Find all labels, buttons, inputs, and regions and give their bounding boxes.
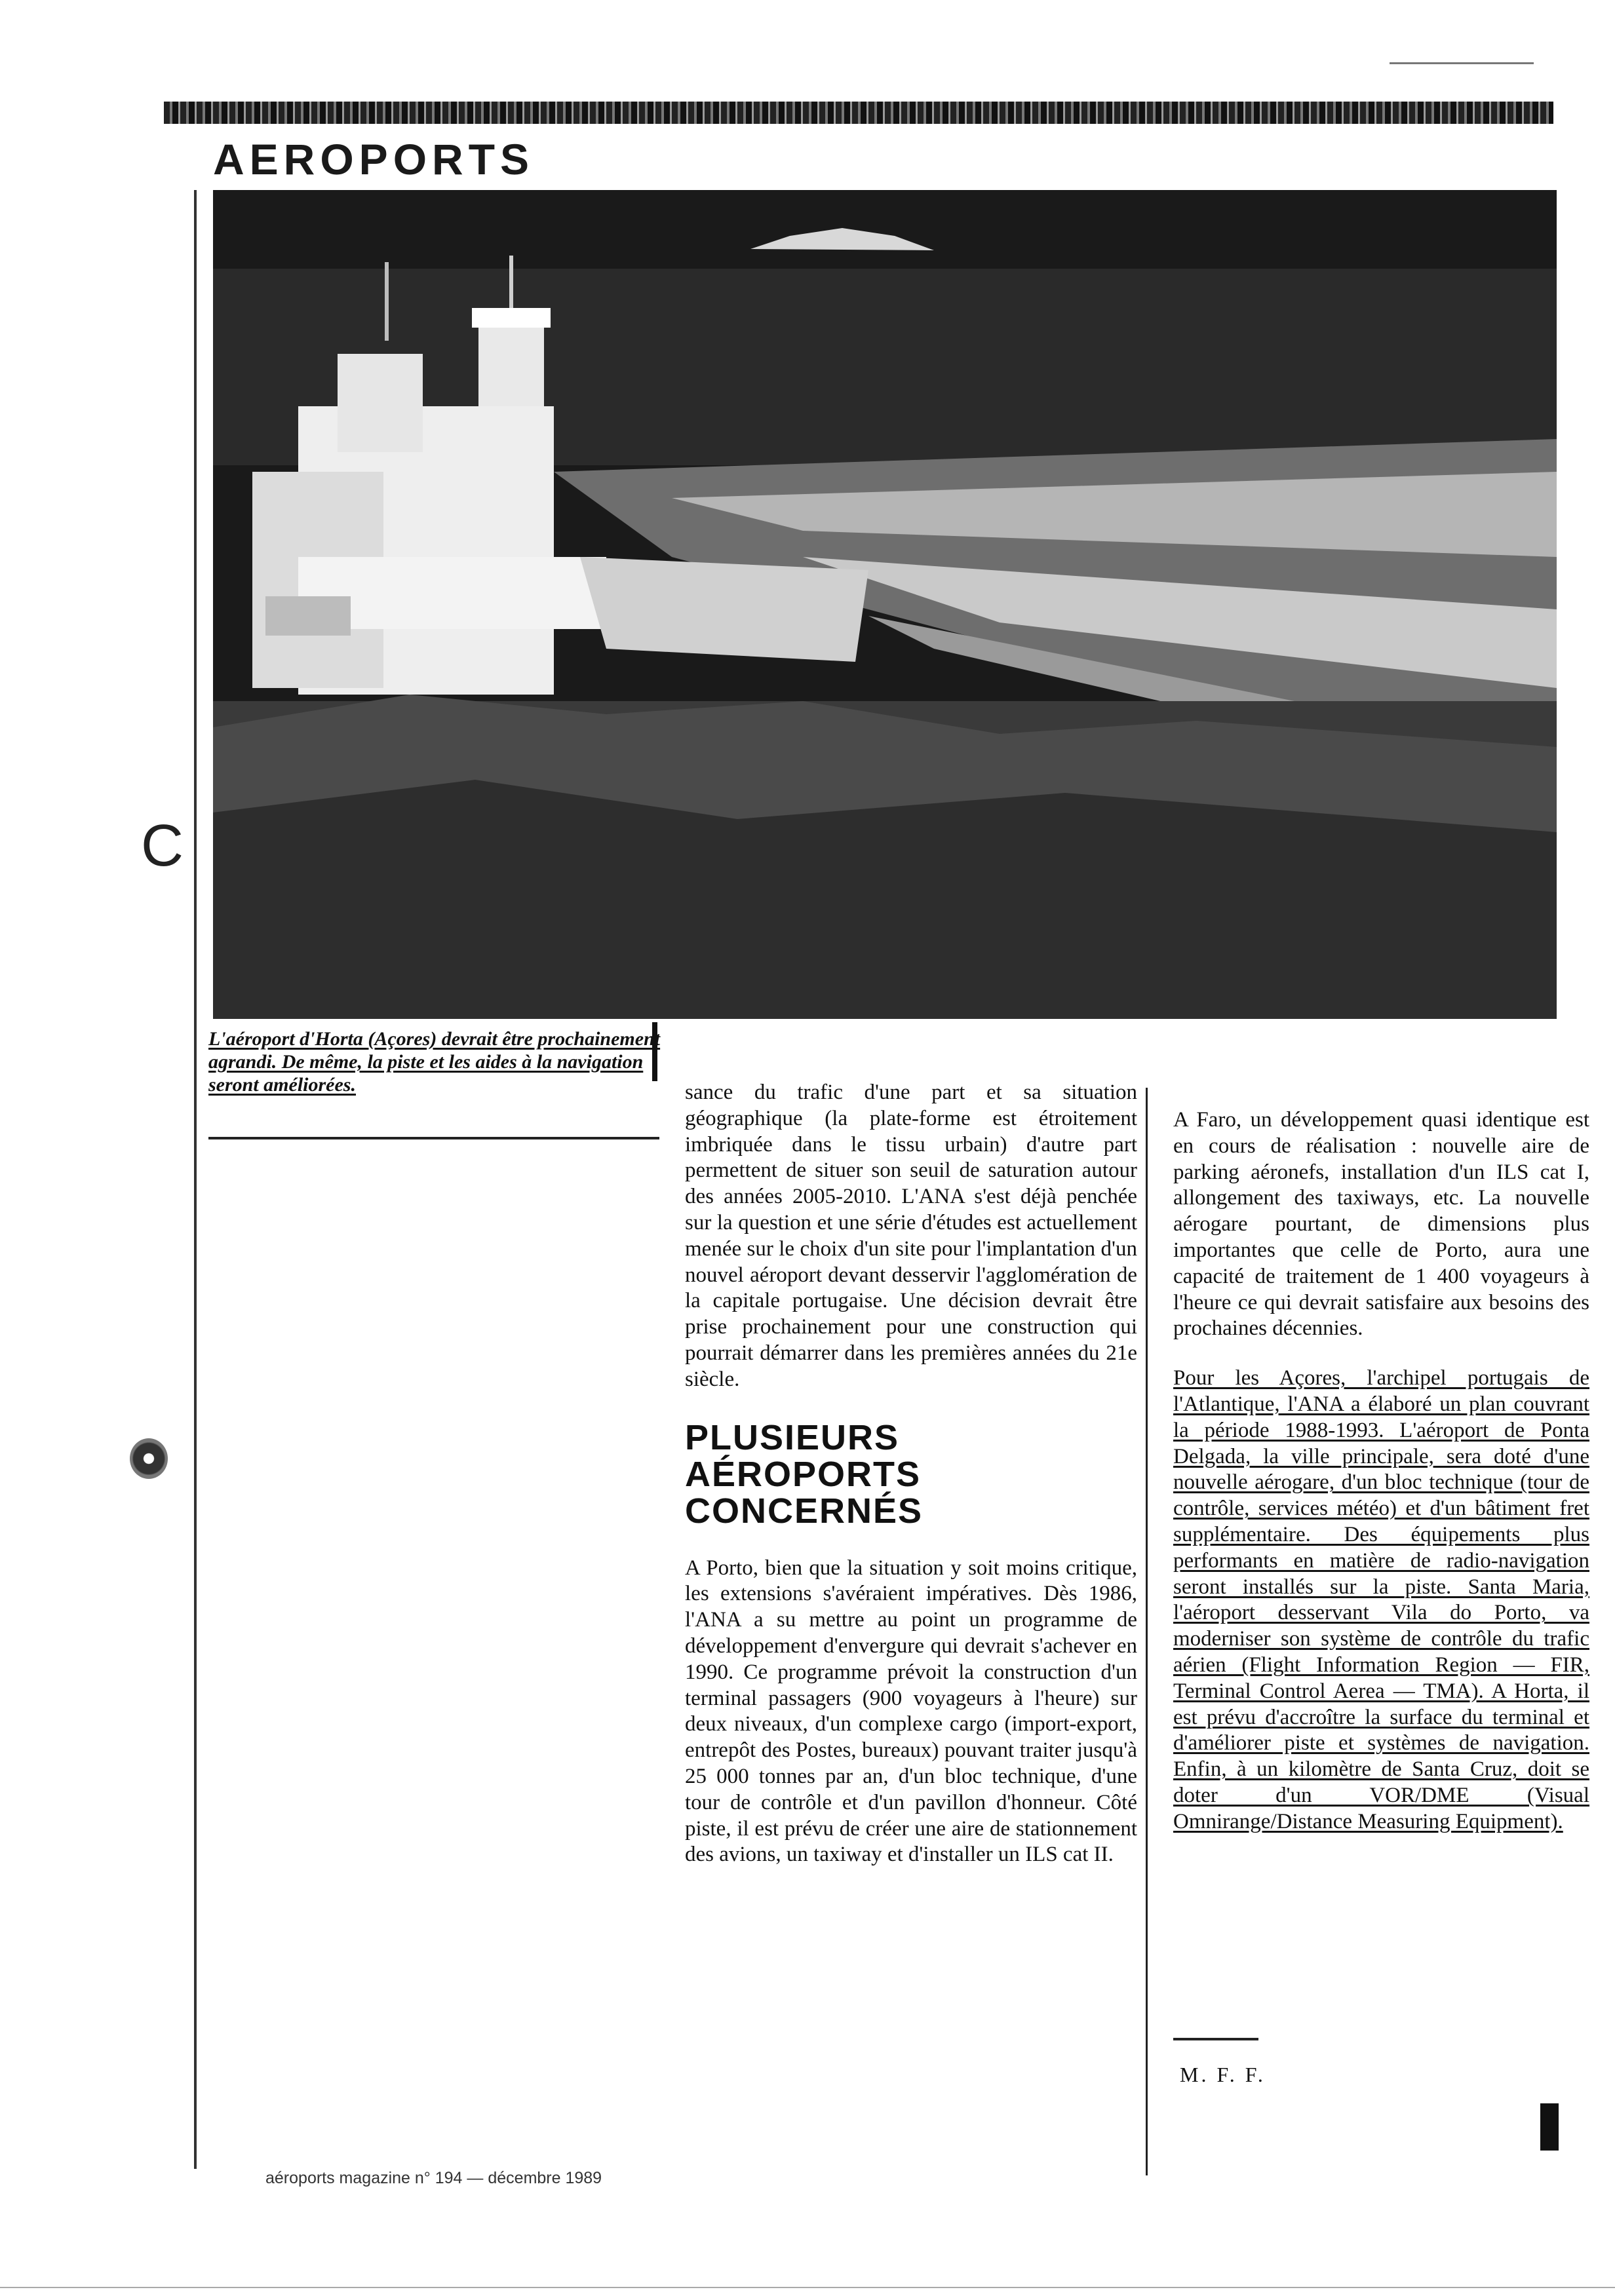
author-signature: M. F. F. bbox=[1180, 2063, 1266, 2086]
page-corner-mark bbox=[1540, 2103, 1559, 2151]
airport-photo bbox=[213, 190, 1557, 1019]
column-divider bbox=[1146, 1088, 1148, 2175]
paragraph-azores-text: Pour les Açores, l'archipel portugais de l'Atlantique, l'ANA a élaboré un plan couvrant la période 1988-1993. L'aéroport de Ponta Delgada, la ville principale, sera doté d'une nouvelle aérogare, d'un bloc technique (tour de contrôle, services météo) et d'un bâtiment fret supplémentaire. Des équipements plus performants en matière de radio-navigation seront installés sur la piste. Santa Maria, l'aéroport desservant Vila do Porto, va moderniser son système de contrôle du trafic aérien (Flight Information Region — FIR, Terminal Control Aerea — TMA). A Horta, il est prévu d'accroître la surface du terminal et d'améliorer piste et systèmes de navigation. Enfin, à un kilomètre de Santa Cruz, doit se doter d'un VOR/DME (Visual Omnirange/Distance Measuring Equipment). bbox=[1173, 1366, 1589, 1833]
airport-photo-illustration bbox=[213, 190, 1557, 1019]
margin-letter: C bbox=[141, 813, 184, 879]
signature-rule bbox=[1173, 2038, 1258, 2040]
scan-mark-top bbox=[1390, 62, 1534, 64]
article-subheading: PLUSIEURS AÉROPORTS CONCERNÉS bbox=[685, 1417, 924, 1531]
paragraph-faro: A Faro, un développement quasi identique est en cours de réalisation : nouvelle aire de parking aéronefs, installation d'un ILS cat I, allongement des taxiways, etc. La nouvelle aérogare pourtant, de dimensions plus importantes que celle de Porto, aura une capacité de traitement de 1 400 voyageurs à l'heure ce qui devrait satisfaire aux besoins des prochaines décennies. bbox=[1173, 1108, 1589, 1341]
left-column-rule bbox=[194, 190, 197, 2169]
header-band bbox=[164, 102, 1553, 124]
photo-caption bbox=[208, 1027, 661, 1096]
section-title: AEROPORTS bbox=[213, 135, 535, 183]
article-column-middle bbox=[685, 1080, 1137, 1868]
scan-edge-line bbox=[0, 2287, 1615, 2288]
article-column-right bbox=[1173, 1107, 1589, 1835]
paragraph-intro: sance du trafic d'une part et sa situation géographique (la plate-forme est étroitement imbriquée dans le tissu urbain) d'autre part permettent de situer son seuil de saturation autour des années 2005-2010. L'ANA s'est déjà penchée sur la question et une série d'études est actuellement menée sur le choix d'un site pour l'implantation d'un nouvel aéroport devant desservir l'agglomération de la capitale portugaise. Une décision devrait être prise prochainement pour une construction qui pourrait démarrer dans les premières années du 21e siècle. bbox=[685, 1081, 1137, 1391]
paragraph-porto: A Porto, bien que la situation y soit moins critique, les extensions s'avéraient impératives. Dès 1986, l'ANA a su mettre au point un programme de développement d'envergure qui devrait s'achever en 1990. Ce programme prévoit la construction d'un terminal passagers (900 voyageurs à l'heure) sur deux niveaux, d'un complexe cargo (import-export, entrepôt des Postes, bureaux) pouvant traiter jusqu'à 25 000 tonnes par an, d'un bloc technique, d'une tour de contrôle et d'un pavillon d'honneur. Côté piste, il est prévu de créer une aire de stationnement des avions, un taxiway et d'installer un ILS cat II. bbox=[685, 1556, 1137, 1867]
paragraph-azores bbox=[1173, 1366, 1589, 1835]
caption-rule bbox=[208, 1137, 659, 1139]
page-footer: aéroports magazine n° 194 — décembre 1989 bbox=[265, 2169, 602, 2187]
caption-text: L'aéroport d'Horta (Açores) devrait être prochainement agrandi. De même, la piste et les aides à la navigation seront améliorées. bbox=[208, 1028, 661, 1096]
punch-hole-mark bbox=[130, 1438, 168, 1479]
